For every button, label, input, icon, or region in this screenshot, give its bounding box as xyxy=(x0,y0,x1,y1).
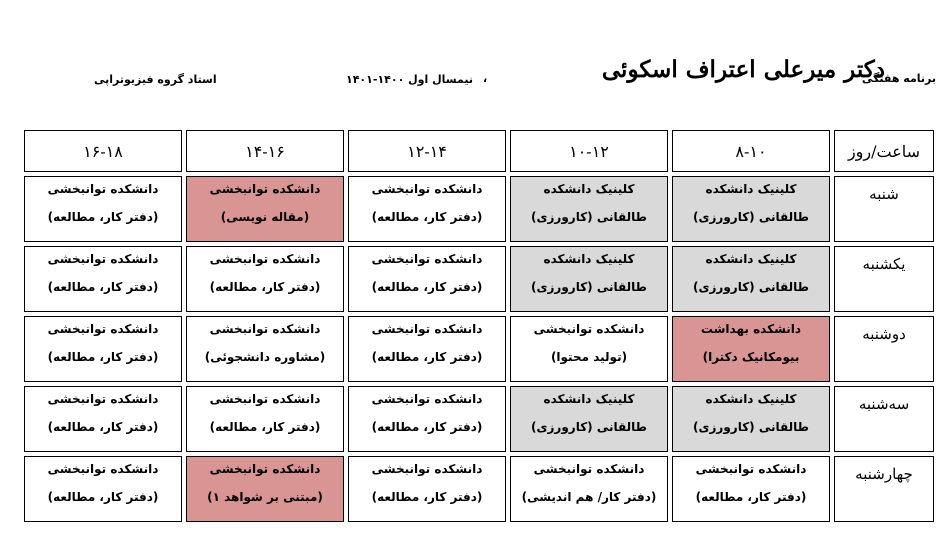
cell-activity: (دفتر کار، مطالعه) xyxy=(47,280,159,294)
cell-location: دانشکده توانبخشی xyxy=(695,462,807,476)
cell-activity: (دفتر کار/ هم اندیشی) xyxy=(521,490,657,504)
schedule-cell xyxy=(348,316,506,382)
day-row xyxy=(24,316,934,382)
schedule-cell xyxy=(672,316,830,382)
header-row xyxy=(24,130,934,172)
cell-location: دانشکده توانبخشی xyxy=(47,322,159,336)
schedule-cell xyxy=(186,386,344,452)
cell-activity: طالقانی (کارورزی) xyxy=(531,420,647,434)
cell-location: دانشکده توانبخشی xyxy=(209,322,321,336)
cell-location: دانشکده توانبخشی xyxy=(371,252,483,266)
time-slot-header: ۱۲-۱۴ xyxy=(348,130,506,172)
corner-header: ساعت/روز xyxy=(834,130,934,172)
semester-label: نیمسال اول ۱۴۰۰-۱۴۰۱ xyxy=(346,73,473,86)
header-separator: ، xyxy=(483,72,488,85)
cell-location: دانشکده توانبخشی xyxy=(371,322,483,336)
schedule-cell xyxy=(510,246,668,312)
cell-activity: (دفتر کار، مطالعه) xyxy=(47,210,159,224)
schedule-cell xyxy=(672,386,830,452)
schedule-cell xyxy=(510,386,668,452)
cell-activity: (تولید محتوا) xyxy=(550,350,628,364)
cell-location: دانشکده توانبخشی xyxy=(209,182,321,196)
cell-activity: (دفتر کار، مطالعه) xyxy=(47,490,159,504)
cell-activity: (دفتر کار، مطالعه) xyxy=(695,490,807,504)
cell-location: کلینیک دانشکده xyxy=(543,252,635,266)
time-slot-header: ۱۴-۱۶ xyxy=(186,130,344,172)
cell-activity: (دفتر کار، مطالعه) xyxy=(209,420,321,434)
cell-location: دانشکده توانبخشی xyxy=(47,392,159,406)
department-label: استاد گروه فیزیوتراپی xyxy=(94,73,217,86)
schedule-cell xyxy=(24,176,182,242)
cell-activity: (دفتر کار، مطالعه) xyxy=(371,420,483,434)
day-label: سه‌شنبه xyxy=(834,386,934,452)
day-label: دوشنبه xyxy=(834,316,934,382)
cell-activity: طالقانی (کارورزی) xyxy=(693,420,809,434)
day-label: یکشنبه xyxy=(834,246,934,312)
cell-activity: (دفتر کار، مطالعه) xyxy=(371,490,483,504)
cell-location: کلینیک دانشکده xyxy=(705,252,797,266)
day-label: شنبه xyxy=(834,176,934,242)
schedule-cell xyxy=(510,176,668,242)
cell-location: دانشکده توانبخشی xyxy=(47,462,159,476)
schedule-cell xyxy=(348,386,506,452)
schedule-cell xyxy=(348,246,506,312)
cell-location: دانشکده توانبخشی xyxy=(47,182,159,196)
cell-location: دانشکده توانبخشی xyxy=(209,392,321,406)
cell-activity: (مبتنی بر شواهد ۱) xyxy=(207,490,323,504)
cell-location: دانشکده بهداشت xyxy=(700,322,802,336)
schedule-cell xyxy=(348,456,506,522)
schedule-cell xyxy=(672,176,830,242)
schedule-cell xyxy=(510,456,668,522)
professor-name: دکتر میرعلی اعتراف اسکوئی xyxy=(601,56,885,83)
day-row xyxy=(24,246,934,312)
cell-activity: طالقانی (کارورزی) xyxy=(693,280,809,294)
cell-location: کلینیک دانشکده xyxy=(543,392,635,406)
cell-location: دانشکده توانبخشی xyxy=(533,322,645,336)
cell-location: دانشکده توانبخشی xyxy=(533,462,645,476)
cell-location: کلینیک دانشکده xyxy=(543,182,635,196)
cell-activity: (مشاوره دانشجوئی) xyxy=(204,350,326,364)
cell-location: کلینیک دانشکده xyxy=(705,392,797,406)
schedule-cell xyxy=(672,456,830,522)
cell-activity: (مقاله نویسی) xyxy=(220,210,310,224)
cell-activity: طالقانی (کارورزی) xyxy=(693,210,809,224)
schedule-cell xyxy=(24,386,182,452)
cell-location: دانشکده توانبخشی xyxy=(371,462,483,476)
time-slot-header: ۱۶-۱۸ xyxy=(24,130,182,172)
schedule-cell xyxy=(186,316,344,382)
cell-location: دانشکده توانبخشی xyxy=(371,182,483,196)
day-label: چهارشنبه xyxy=(834,456,934,522)
schedule-cell xyxy=(24,246,182,312)
schedule-cell xyxy=(672,246,830,312)
cell-location: کلینیک دانشکده xyxy=(705,182,797,196)
cell-activity: (دفتر کار، مطالعه) xyxy=(47,350,159,364)
schedule-cell xyxy=(186,456,344,522)
day-row xyxy=(24,386,934,452)
schedule-cell xyxy=(510,316,668,382)
cell-activity: (دفتر کار، مطالعه) xyxy=(371,350,483,364)
weekly-schedule-table xyxy=(20,126,938,526)
cell-location: دانشکده توانبخشی xyxy=(371,392,483,406)
cell-activity: (دفتر کار، مطالعه) xyxy=(371,280,483,294)
cell-activity: طالقانی (کارورزی) xyxy=(531,280,647,294)
cell-activity: (دفتر کار، مطالعه) xyxy=(47,420,159,434)
day-row xyxy=(24,176,934,242)
time-slot-header: ۱۰-۱۲ xyxy=(510,130,668,172)
time-slot-header: ۸-۱۰ xyxy=(672,130,830,172)
cell-location: دانشکده توانبخشی xyxy=(209,252,321,266)
schedule-cell xyxy=(186,176,344,242)
schedule-cell xyxy=(24,316,182,382)
day-row xyxy=(24,456,934,522)
cell-activity: (دفتر کار، مطالعه) xyxy=(371,210,483,224)
program-label: برنامه هفتگی xyxy=(861,72,936,85)
schedule-cell xyxy=(348,176,506,242)
cell-location: دانشکده توانبخشی xyxy=(47,252,159,266)
cell-activity: (دفتر کار، مطالعه) xyxy=(209,280,321,294)
schedule-cell xyxy=(186,246,344,312)
cell-activity: بیومکانیک دکترا) xyxy=(702,350,800,364)
schedule-cell xyxy=(24,456,182,522)
cell-location: دانشکده توانبخشی xyxy=(209,462,321,476)
cell-activity: طالقانی (کارورزی) xyxy=(531,210,647,224)
